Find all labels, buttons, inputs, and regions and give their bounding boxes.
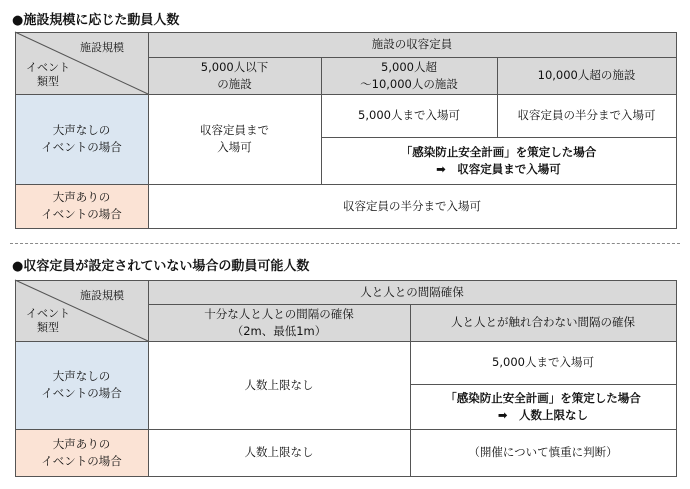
- table-2-cell-quiet-spacing: 人数上限なし: [244, 377, 314, 392]
- section-1-title: ●施設規模に応じた動員人数: [12, 13, 180, 28]
- table-2-col-header-1: 十分な人と人との間隔の確保 （2m、最低1m）: [148, 304, 410, 341]
- table-1-row-label-loud: 大声ありの イベントの場合: [15, 184, 148, 228]
- table-2-cell-safety-plan: 「感染防止安全計画」を策定した場合 ➡ 人数上限なし: [445, 390, 641, 422]
- table-1-row-label-quiet: 大声なしの イベントの場合: [15, 94, 148, 184]
- table-2-cell-loud-spacing: 人数上限なし: [244, 445, 314, 460]
- table-2-cell-quiet-no-touch: 5,000人まで入場可: [492, 355, 594, 370]
- table-1-cell-quiet-medium: 5,000人まで入場可: [358, 108, 460, 123]
- table-1-corner-label-facility: 施設規模: [80, 41, 124, 54]
- table-2-cell-loud-no-touch: （開催について慎重に判断）: [468, 445, 618, 460]
- table-2-row-label-loud: 大声ありの イベントの場合: [15, 429, 148, 476]
- table-1-header-group: 施設の収容定員: [148, 32, 676, 57]
- section-2-title: ●収容定員が設定されていない場合の動員可能人数: [12, 259, 310, 274]
- table-1-corner-label-event: イベント 類型: [26, 61, 70, 89]
- table-1-col-header-1: 5,000人以下 の施設: [148, 57, 321, 94]
- table-1-cell-loud-all: 収容定員の半分まで入場可: [343, 198, 481, 213]
- table-1-col-header-2: 5,000人超 ～10,000人の施設: [321, 57, 497, 94]
- section-divider: [10, 243, 680, 244]
- table-2-corner-label-facility: 施設規模: [80, 289, 124, 302]
- table-2-header-group: 人と人との間隔確保: [148, 280, 676, 304]
- table-2-row-label-quiet: 大声なしの イベントの場合: [15, 341, 148, 429]
- table-2-col-header-2: 人と人とが触れ合わない間隔の確保: [410, 304, 676, 341]
- table-1-col-header-3: 10,000人超の施設: [497, 57, 676, 94]
- table-1-cell-safety-plan: 「感染防止安全計画」を策定した場合 ➡ 収容定員まで入場可: [400, 144, 597, 176]
- table-2-corner-label-event: イベント 類型: [26, 307, 70, 335]
- table-1-cell-quiet-small: 収容定員まで 入場可: [200, 123, 269, 154]
- table-1-cell-quiet-large: 収容定員の半分まで入場可: [517, 108, 656, 123]
